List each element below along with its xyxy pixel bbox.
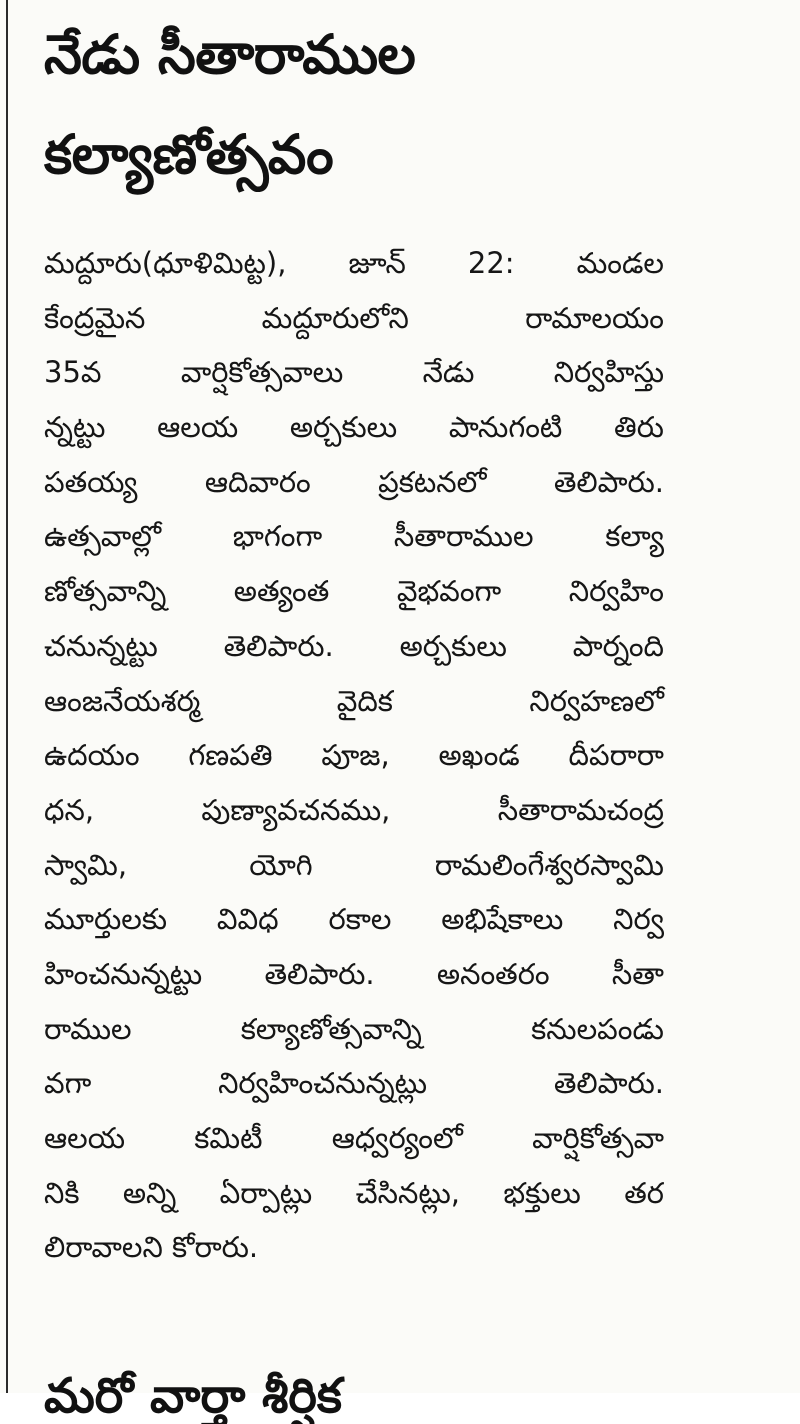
article-body-word: అత్యంత [233, 574, 330, 609]
article-body-line [44, 345, 664, 400]
article-body-word: జూన్ [348, 246, 406, 280]
article-body-word: తెలిపారు. [264, 956, 375, 991]
article-body-word: ఉత్సవాల్లో [44, 519, 162, 554]
article-body-word: ఆంజనేయశర్మ [44, 683, 201, 718]
article-body-word: పూజ, [321, 738, 390, 773]
article-body-word: నిర్వ [613, 902, 664, 937]
article-body-word: కల్యాణోత్సవాన్ని [240, 1011, 422, 1046]
article-body-word: ధన, [44, 792, 95, 827]
article-body-word: చనున్నట్టు [44, 628, 158, 663]
next-article-headline: మరో వార్తా శీర్షిక [44, 1368, 342, 1424]
article-body-word: మూర్తులకు [44, 902, 168, 937]
article-body-word: ఉదయం [44, 738, 140, 773]
article-body-line [44, 1056, 664, 1111]
article-body-word: ప్రకటనలో [378, 464, 487, 499]
article-body-word: అర్చకులు [399, 628, 507, 663]
article-body-word: వార్షికోత్సవా [532, 1121, 664, 1155]
article-body-word: స్వామి, [44, 847, 128, 882]
article-body-text: లిరావాలని కోరారు. [44, 1230, 259, 1265]
article-body-word: గణపతి [188, 738, 273, 773]
article-body-word: తర [624, 1175, 664, 1210]
article-body-word: పుణ్యావచనము, [201, 792, 391, 827]
article-body-line [44, 1166, 664, 1221]
next-article-headline-cropped [44, 1368, 604, 1424]
article-body-word: కేంద్రమైన [44, 300, 146, 335]
article-body-word: వైభవంగా [396, 574, 502, 609]
article-body-word: నిర్వహణలో [529, 683, 664, 718]
article-body-word: తెలిపారు. [223, 628, 334, 663]
article-body-word: ఆదివారం [204, 464, 311, 499]
article-body-line [44, 619, 664, 674]
article-body-word: అనంతరం [436, 956, 550, 991]
article-body-word: నేడు [422, 355, 475, 390]
article-body-line [44, 509, 664, 564]
article-body-line [44, 291, 664, 346]
article-body-line [44, 1002, 664, 1057]
article-body-word: రామలింగేశ్వరస్వామి [434, 847, 664, 882]
headline-line-1: నేడు సీతారాముల [44, 23, 416, 86]
headline-line-2: కల్యాణోత్సవం [44, 123, 334, 186]
article-body-line [44, 892, 664, 947]
article-body-word: అఖండ [438, 738, 520, 773]
article-body-line [44, 1111, 664, 1166]
article-body-word: తెలిపారు. [553, 464, 664, 499]
article-body-word: మద్దూరు(ధూళిమిట్ట), [44, 246, 287, 280]
article-body-word: నిర్వహిస్తు [553, 355, 664, 390]
article-body-word: కనులపండు [531, 1011, 664, 1046]
article-body-word: అర్చకులు [289, 410, 398, 445]
article-body-word: భక్తులు [503, 1175, 581, 1210]
article-body-word: నిర్వహిం [568, 574, 664, 609]
article-body-word: అభిషేకాలు [441, 902, 564, 937]
article-body-word: సీతారాముల [393, 519, 534, 554]
article-body-line [44, 1220, 664, 1275]
article-body-line [44, 674, 664, 729]
article-body-word: కమిటీ [194, 1121, 263, 1155]
article-body-line [44, 947, 664, 1002]
article-body-word: తిరు [614, 410, 664, 445]
article-body-word: వగా [44, 1066, 92, 1101]
article-body-word: రామాలయం [525, 300, 664, 335]
article-body-word: నికి [44, 1175, 80, 1210]
article-body-line [44, 838, 664, 893]
article-body-word: 35వ [44, 355, 102, 390]
article-body-word: అన్ని [122, 1175, 177, 1210]
article-body-line [44, 400, 664, 455]
article-body-word: ఆలయ [157, 410, 239, 445]
article-body-word: రాముల [44, 1011, 132, 1046]
article-body-word: కల్యా [605, 519, 664, 554]
article-body-word: 22: [467, 246, 515, 280]
article-body-word: దీపరారా [568, 738, 664, 773]
article-body-word: ణోత్సవాన్ని [44, 574, 167, 609]
article-body-word: పానుగంటి [448, 410, 563, 445]
article-body-word: యోగి [249, 847, 313, 882]
article-body-line [44, 728, 664, 783]
article-body-word: సీతా [611, 956, 664, 991]
article-body-line [44, 564, 664, 619]
article-body-word: న్నట్టు [44, 410, 106, 445]
article-body-word: ఏర్పాట్లు [219, 1175, 313, 1210]
article-body-line [44, 783, 664, 838]
article-body-line [44, 236, 664, 291]
article-body-word: పతయ్య [44, 464, 138, 499]
article-body-word: పార్నంది [572, 628, 664, 663]
article-body [44, 236, 664, 1275]
article-body-word: సీతారామచంద్ర [497, 792, 664, 827]
article-body-word: వార్షికోత్సవాలు [180, 355, 344, 390]
article-body-word: మండల [576, 246, 664, 280]
article-body-word: ఆధ్వర్యంలో [331, 1121, 463, 1155]
article-body-word: రకాల [328, 902, 392, 937]
article-body-word: నిర్వహించనున్నట్లు [218, 1066, 428, 1101]
article-body-word: వైదిక [336, 683, 393, 718]
article-body-word: భాగంగా [232, 519, 323, 554]
article-body-word: హించనున్నట్టు [44, 956, 203, 991]
article-body-word: ఆలయ [44, 1121, 125, 1155]
article-body-word: తెలిపారు. [553, 1066, 664, 1101]
article-body-line [44, 455, 664, 510]
article-body-word: మద్దూరులోని [261, 300, 409, 335]
column-divider [6, 0, 8, 1393]
article-body-word: వివిధ [216, 902, 279, 937]
article-body-word: చేసినట్లు, [355, 1175, 460, 1210]
